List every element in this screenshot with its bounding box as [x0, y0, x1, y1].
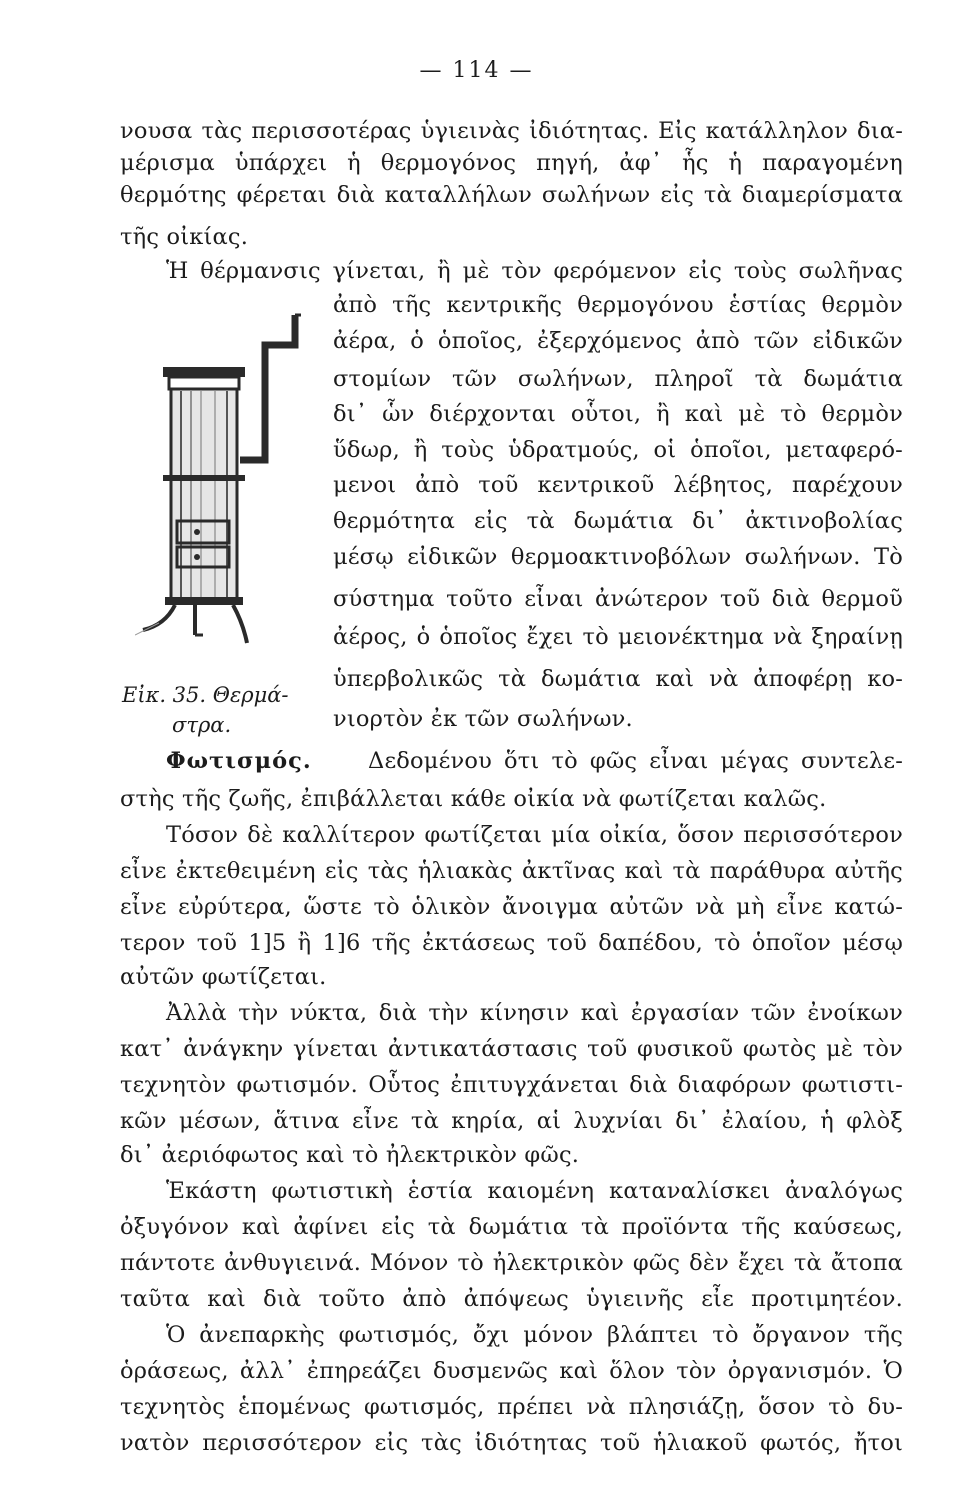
text-line: κῶν μέσων, ἅτινα εἶνε τὰ κηρία, αἱ λυχνίαι δι᾽ ἐλαίου, ἡ φλὸξ	[120, 1108, 903, 1134]
text-line: Δεδομένου ὅτι τὸ φῶς εἶναι μέγας συντελε-	[368, 748, 903, 774]
text-line: ὁράσεως, ἀλλ᾽ ἐπηρεάζει δυσμενῶς καὶ ὅλον τὸν ὀργανισμόν. Ὁ	[120, 1358, 903, 1384]
text-line: στομίων τῶν σωλήνων, πληροῖ τὰ δωμάτια	[333, 366, 903, 392]
text-line: ἀέρος, ὁ ὁποῖος ἔχει τὸ μειονέκτημα νὰ ξηραίνῃ	[333, 624, 903, 650]
text-line: δι᾽ ὧν διέρχονται οὗτοι, ἢ καὶ μὲ τὸ θερμὸν	[333, 401, 903, 427]
text-line: νουσα τὰς περισσοτέρας ὑγιεινὰς ἰδιότητας. Εἰς κατάλληλον δια-	[120, 118, 903, 144]
text-line: δι᾽ ἀεριόφωτος καὶ τὸ ἠλεκτρικὸν φῶς.	[120, 1142, 580, 1168]
text-line: νιορτὸν ἐκ τῶν σωλήνων.	[333, 706, 633, 732]
text-line: μενοι ἀπὸ τοῦ κεντρικοῦ λέβητος, παρέχουν	[333, 472, 903, 498]
section-heading: Φωτισμός.	[166, 748, 312, 774]
text-line: Τόσον δὲ καλλίτερον φωτίζεται μία οἰκία, ὅσον περισσότερον	[166, 822, 903, 848]
stove-illustration	[135, 305, 315, 675]
page-number: — 114 —	[419, 58, 534, 83]
figure-caption: Εἰκ. 35. Θερμά-	[122, 683, 289, 707]
text-line: ὀξυγόνον καὶ ἀφίνει εἰς τὰ δωμάτια τὰ προϊόντα τῆς καύσεως,	[120, 1214, 903, 1240]
text-line: Ὁ ἀνεπαρκὴς φωτισμός, ὄχι μόνον βλάπτει τὸ ὄργανον τῆς	[166, 1322, 903, 1348]
figure-caption: στρα.	[172, 713, 232, 737]
text-line: Ἡ θέρμανσις γίνεται, ἢ μὲ τὸν φερόμενον εἰς τοὺς σωλῆνας	[166, 258, 903, 284]
text-line: μέσῳ εἰδικῶν θερμοακτινοβόλων σωλήνων. Τὸ	[333, 544, 903, 570]
text-line: εἶνε εὐρύτερα, ὥστε τὸ ὁλικὸν ἄνοιγμα αὐτῶν νὰ μὴ εἶνε κατώ-	[120, 894, 903, 920]
text-line: τεχνητὸς ἑπομένως φωτισμός, πρέπει νὰ πλησιάζῃ, ὅσον τὸ δυ-	[120, 1394, 903, 1420]
text-line: πάντοτε ἀνθυγιεινά. Μόνον τὸ ἠλεκτρικὸν φῶς δὲν ἔχει τὰ ἄτοπα	[120, 1250, 903, 1276]
text-line: κατ᾽ ἀνάγκην γίνεται ἀντικατάστασις τοῦ φυσικοῦ φωτὸς μὲ τὸν	[120, 1036, 903, 1062]
text-line: τεχνητὸν φωτισμόν. Οὗτος ἐπιτυγχάνεται διὰ διαφόρων φωτιστι-	[120, 1072, 903, 1098]
text-line: ὑπερβολικῶς τὰ δωμάτια καὶ νὰ ἀποφέρῃ κο-	[333, 666, 903, 692]
text-line: Ἀλλὰ τὴν νύκτα, διὰ τὴν κίνησιν καὶ ἐργασίαν τῶν ἐνοίκων	[166, 1000, 903, 1026]
text-line: στὴς τῆς ζωῆς, ἐπιβάλλεται κάθε οἰκία νὰ φωτίζεται καλῶς.	[120, 786, 827, 812]
text-line: τῆς οἰκίας.	[120, 224, 249, 250]
text-line: νατὸν περισσότερον εἰς τὰς ἰδιότητας τοῦ ἡλιακοῦ φωτός, ἤτοι	[120, 1430, 903, 1456]
text-line: θερμότητα εἰς τὰ δωμάτια δι᾽ ἀκτινοβολίας	[333, 508, 903, 534]
text-line: Ἑκάστη φωτιστικὴ ἑστία καιομένη καταναλίσκει ἀναλόγως	[166, 1178, 903, 1204]
text-line: ἀέρα, ὁ ὁποῖος, ἐξερχόμενος ἀπὸ τῶν εἰδικῶν	[333, 328, 903, 354]
text-line: τερον τοῦ 1]5 ἢ 1]6 τῆς ἐκτάσεως τοῦ δαπέδου, τὸ ὁποῖον μέσῳ	[120, 930, 903, 956]
text-line: σύστημα τοῦτο εἶναι ἀνώτερον τοῦ διὰ θερμοῦ	[333, 586, 903, 612]
text-line: εἶνε ἐκτεθειμένη εἰς τὰς ἡλιακὰς ἀκτῖνας καὶ τὰ παράθυρα αὐτῆς	[120, 858, 903, 884]
text-line: ἀπὸ τῆς κεντρικῆς θερμογόνου ἑστίας θερμὸν	[333, 292, 903, 318]
text-line: θερμότης φέρεται διὰ καταλλήλων σωλήνων εἰς τὰ διαμερίσματα	[120, 182, 903, 208]
text-line: ὕδωρ, ἢ τοὺς ὑδρατμούς, οἱ ὁποῖοι, μεταφερό-	[333, 437, 903, 463]
text-line: ταῦτα καὶ διὰ τοῦτο ἀπὸ ἀπόψεως ὑγιεινῆς εἶε προτιμητέον.	[120, 1286, 903, 1312]
text-line: αὐτῶν φωτίζεται.	[120, 964, 327, 990]
text-line: μέρισμα ὑπάρχει ἡ θερμογόνος πηγή, ἀφ᾽ ἧς ἡ παραγομένη	[120, 150, 903, 176]
